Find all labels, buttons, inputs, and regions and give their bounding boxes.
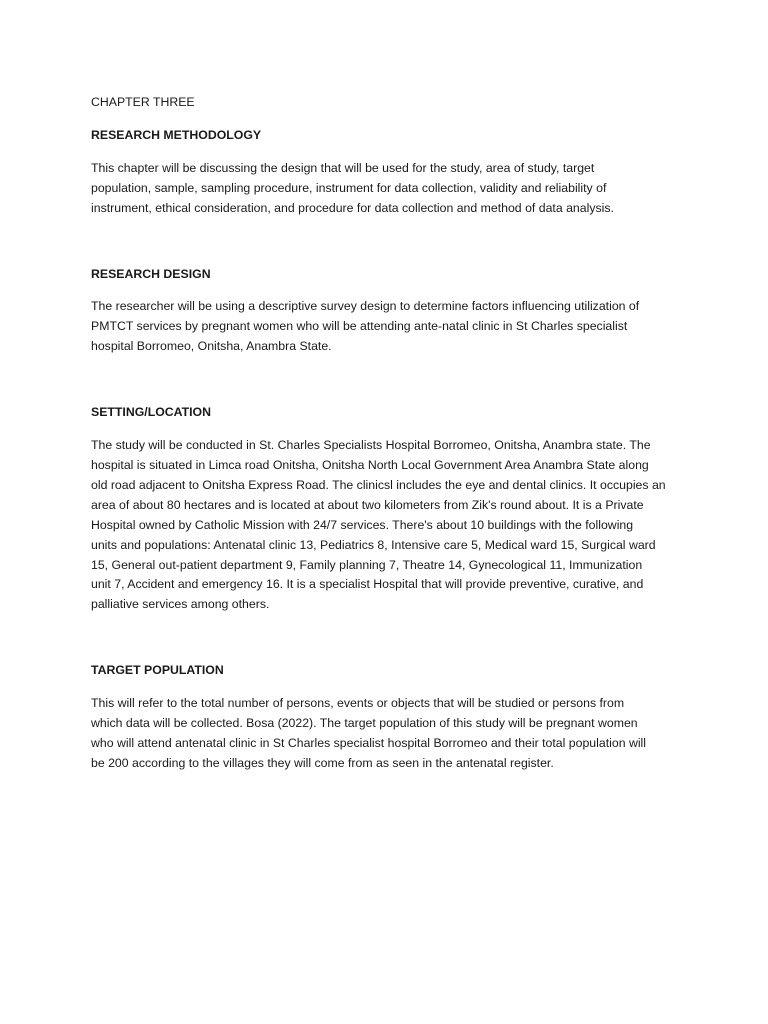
section-heading: RESEARCH DESIGN — [91, 266, 211, 281]
paragraph-line: be 200 according to the villages they will come from as seen in the antenatal register. — [91, 755, 554, 770]
section-heading: SETTING/LOCATION — [91, 405, 212, 420]
section-paragraph — [91, 159, 691, 219]
paragraph-line: population, sample, sampling procedure, instrument for data collection, validity and reliability of — [91, 180, 607, 195]
section-paragraph — [91, 694, 691, 774]
paragraph-line: hospital Borromeo, Onitsha, Anambra State. — [91, 339, 332, 354]
paragraph-line: area of about 80 hectares and is located at about two kilometers from Zik's round about. It is a Private — [91, 497, 644, 512]
section-heading: RESEARCH METHODOLOGY — [91, 127, 262, 142]
paragraph-line: old road adjacent to Onitsha Express Road. The clinicsl includes the eye and dental clinics. It occupies an — [91, 477, 666, 492]
section-paragraph — [91, 297, 691, 357]
document-page — [91, 93, 691, 774]
paragraph-line: This chapter will be discussing the design that will be used for the study, area of study, target — [91, 160, 595, 175]
paragraph-line: The study will be conducted in St. Charles Specialists Hospital Borromeo, Onitsha, Anambra state. The — [91, 438, 651, 453]
section-paragraph — [91, 436, 691, 615]
paragraph-line: 15, General out-patient department 9, Family planning 7, Theatre 14, Gynecological 11, Immunization — [91, 557, 643, 572]
paragraph-line: who will attend antenatal clinic in St Charles specialist hospital Borromeo and their total population will — [91, 735, 647, 750]
section-heading: TARGET POPULATION — [91, 663, 224, 678]
chapter-label: CHAPTER THREE — [91, 95, 195, 109]
paragraph-line: hospital is situated in Limca road Onitsha, Onitsha North Local Government Area Anambra State along — [91, 457, 649, 472]
paragraph-line: which data will be collected. Bosa (2022). The target population of this study will be pregnant women — [91, 716, 638, 731]
paragraph-line: unit 7, Accident and emergency 16. It is a specialist Hospital that will provide preventive, curative, and — [91, 577, 644, 592]
paragraph-line: units and populations: Antenatal clinic 13, Pediatrics 8, Intensive care 5, Medical ward 15, Surgical ward — [91, 537, 656, 552]
sections-container — [91, 126, 691, 774]
paragraph-line: This will refer to the total number of persons, events or objects that will be studied or persons from — [91, 696, 625, 711]
paragraph-line: palliative services among others. — [91, 597, 270, 612]
paragraph-line: The researcher will be using a descriptive survey design to determine factors influencing utilization of — [91, 299, 640, 314]
paragraph-line: instrument, ethical consideration, and procedure for data collection and method of data analysis. — [91, 200, 614, 215]
paragraph-line: PMTCT services by pregnant women who will be attending ante-natal clinic in St Charles specialist — [91, 319, 628, 334]
paragraph-line: Hospital owned by Catholic Mission with 24/7 services. There's about 10 buildings with the following — [91, 517, 634, 532]
